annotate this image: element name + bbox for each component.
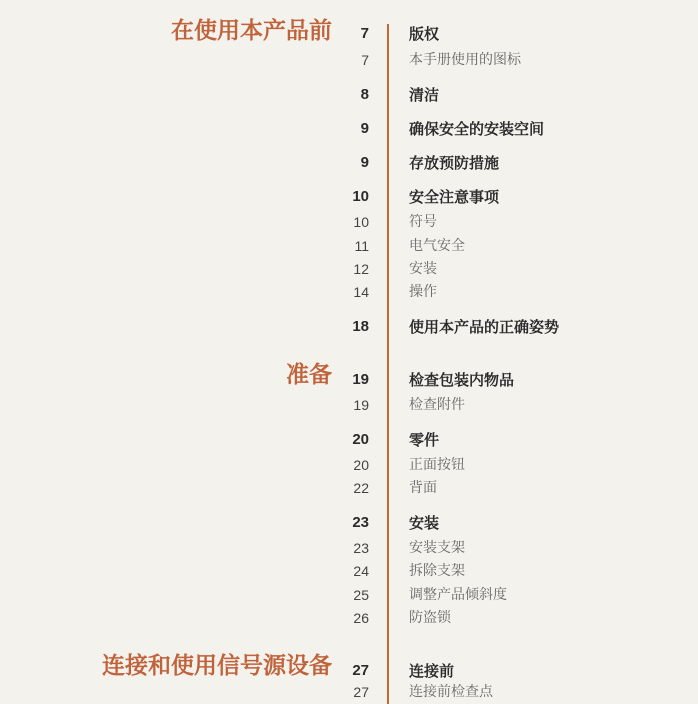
entry-title: 确保安全的安装空间 [409,120,545,138]
toc-subentry[interactable] [0,561,698,581]
toc-subentry[interactable] [0,538,698,558]
entry-title: 安装 [409,514,440,532]
page-number: 19 [353,397,369,413]
page-number: 19 [352,371,369,388]
entry-title: 电气安全 [409,238,465,254]
page-number: 22 [353,480,369,496]
entry-title: 零件 [409,431,440,449]
toc-subentry[interactable] [0,608,698,628]
page-number: 10 [352,188,369,205]
toc-entry[interactable] [0,370,698,390]
page-number: 9 [360,120,369,137]
toc-subentry[interactable] [0,585,698,605]
toc-entry[interactable] [0,317,698,337]
toc-entry[interactable] [0,661,698,681]
entry-title: 正面按钮 [409,457,465,473]
entry-title: 拆除支架 [409,563,465,579]
entry-title: 使用本产品的正确姿势 [409,318,560,336]
page-number: 27 [352,662,369,679]
page-number: 7 [360,25,369,42]
entry-title: 操作 [409,284,437,300]
page-number: 11 [354,238,369,254]
toc-subentry[interactable] [0,282,698,302]
section-title: 准备 [286,362,332,388]
toc-subentry[interactable] [0,478,698,498]
entry-title: 背面 [409,480,437,496]
page-number: 27 [353,684,369,700]
entry-title: 清洁 [409,86,440,104]
toc-entry[interactable] [0,513,698,533]
entry-title: 连接前 [409,662,455,680]
toc-subentry[interactable] [0,395,698,415]
page-number: 20 [353,457,369,473]
entry-title: 安装支架 [409,540,465,556]
entry-title: 安全注意事项 [409,188,500,206]
page-number: 26 [353,610,369,626]
toc-entry[interactable] [0,119,698,139]
toc-subentry[interactable] [0,212,698,232]
entry-title: 安装 [409,261,437,277]
toc-subentry[interactable] [0,236,698,256]
toc-subentry[interactable] [0,455,698,475]
entry-title: 检查包装内物品 [409,371,515,389]
page-number: 18 [352,318,369,335]
toc-subentry[interactable] [0,682,698,702]
page-number: 9 [360,154,369,171]
section-title: 在使用本产品前 [171,18,332,44]
page-number: 14 [353,284,369,300]
section-title: 连接和使用信号源设备 [102,653,332,679]
entry-title: 版权 [409,25,440,43]
page-number: 23 [352,514,369,531]
toc-subentry[interactable] [0,259,698,279]
entry-title: 存放预防措施 [409,154,500,172]
toc-entry[interactable] [0,153,698,173]
page-number: 23 [353,540,369,556]
toc-entry[interactable] [0,187,698,207]
entry-title: 本手册使用的图标 [409,52,521,68]
entry-title: 防盗锁 [409,610,451,626]
toc-entry[interactable] [0,85,698,105]
toc-entry[interactable] [0,430,698,450]
page-number: 12 [353,261,369,277]
page-number: 10 [353,214,369,230]
page-number: 24 [353,563,369,579]
toc-entry[interactable] [0,24,698,44]
entry-title: 符号 [409,214,437,230]
entry-title: 调整产品倾斜度 [409,587,507,603]
page-number: 8 [360,86,369,103]
page-number: 7 [361,52,369,68]
toc-subentry[interactable] [0,50,698,70]
page-number: 25 [353,587,369,603]
entry-title: 连接前检查点 [409,684,493,700]
page-number: 20 [352,431,369,448]
entry-title: 检查附件 [409,397,465,413]
